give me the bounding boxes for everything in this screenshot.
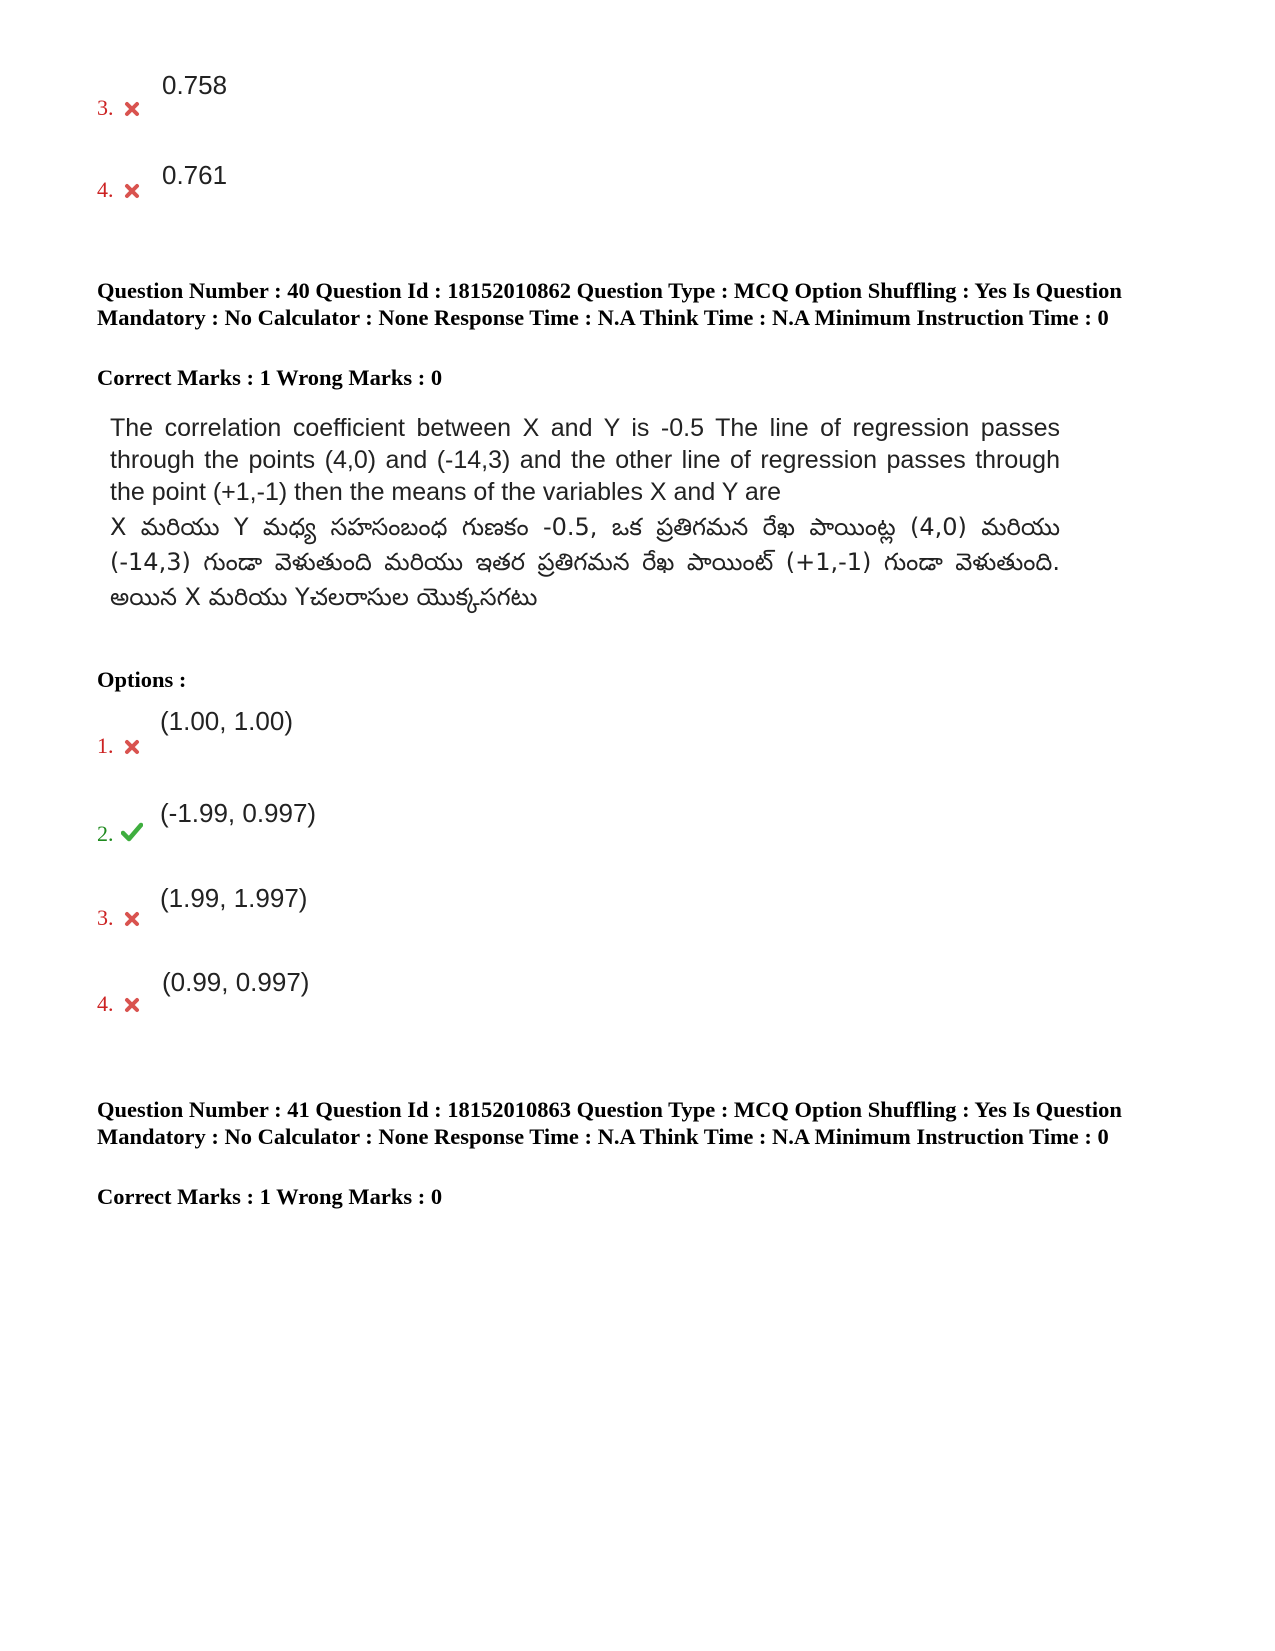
cross-icon [124,911,140,927]
option-value: 0.758 [162,70,228,100]
option-value: (-1.99, 0.997) [160,798,317,828]
option-value: (1.99, 1.997) [160,883,308,913]
cross-icon [124,739,140,755]
option-value: (0.99, 0.997) [162,967,310,997]
option-number: 3. [97,905,114,930]
cross-icon [124,101,140,117]
cross-icon [124,997,140,1013]
option-number: 3. [97,95,114,120]
question-text-english: The correlation coefficient between X and Y is -0.5 The line of regression passes through the points (4,0) and (-14,3) and the other line of regression passes through the point (+1,-1) then the means of the variables X and Y are [110,414,1060,506]
options-label: Options : [97,667,187,692]
question-40-body [110,412,1060,615]
question-40-header: Question Number : 40 Question Id : 18152010862 Question Type : MCQ Option Shuffling : Yes Is Question Mandatory : No Calculator : None Response Time : N.A Think Time : N.A Minimum Instruction Time : 0 [97,278,1122,330]
option-number: 1. [97,733,114,758]
option-value: (1.00, 1.00) [160,706,293,736]
option-number: 2. [97,821,114,846]
question-41-header: Question Number : 41 Question Id : 18152010863 Question Type : MCQ Option Shuffling : Yes Is Question Mandatory : No Calculator : None Response Time : N.A Think Time : N.A Minimum Instruction Time : 0 [97,1097,1122,1149]
option-value: 0.761 [162,160,228,190]
question-40-marks: Correct Marks : 1 Wrong Marks : 0 [97,365,443,390]
option-number: 4. [97,991,114,1016]
cross-icon [124,183,140,199]
option-number: 4. [97,177,114,202]
question-text-telugu: X మరియు Y మధ్య సహసంబంధ గుణకం -0.5, ఒక ప్రతిగమన రేఖ పాయింట్ల (4,0) మరియు (-14,3) గుండా వెళుతుంది మరియు ఇతర ప్రతిగమన రేఖ పాయింట్ (+1,-1) గుండా వెళుతుంది. అయిన X మరియు Yచలరాసుల యొక్కసగటు [110,513,1060,611]
question-41-marks: Correct Marks : 1 Wrong Marks : 0 [97,1184,443,1209]
check-icon [121,822,143,842]
